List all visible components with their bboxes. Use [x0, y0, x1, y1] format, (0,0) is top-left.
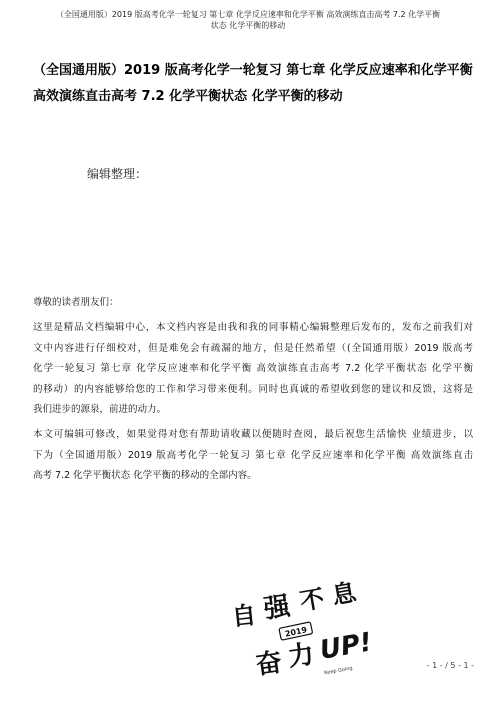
logo-graphic: [228, 580, 388, 690]
paragraph1-line: 我们进步的源泉，前进的动力。: [33, 404, 167, 415]
logo-year: 2019: [284, 625, 308, 639]
logo-small-text: Keep Going: [323, 665, 354, 677]
running-header-line-2: 状态 化学平衡的移动: [210, 21, 286, 30]
paragraph2-line: 下为（全国通用版）2019 版高考化学一轮复习 第七章 化学反应速率和化学平衡 高效演练直击: [33, 449, 473, 461]
logo-char: 强: [262, 591, 292, 625]
paragraph2-line: 高考 7.2 化学平衡状态 化学平衡的移动的全部内容。: [33, 470, 257, 481]
page-number: - 1 - / 5 - 1 -: [426, 661, 474, 670]
logo-char: 力: [286, 639, 316, 673]
logo-char: 奋: [254, 647, 284, 681]
logo-char: 自: [230, 599, 258, 632]
greeting: 尊敬的读者朋友们：: [33, 297, 119, 308]
paragraph1-line: 化学一轮复习 第七章 化学反应速率和化学平衡 高效演练直击高考 7.2 化学平衡状态 化学平衡: [33, 363, 473, 374]
motivational-logo: [228, 580, 388, 690]
editor-label: 编辑整理：: [87, 167, 148, 181]
logo-char: 不: [297, 583, 327, 616]
paragraph1-line: 这里是精品文档编辑中心，本文档内容是由我和我的同事精心编辑整理后发布的，发布之前我们对: [33, 322, 473, 333]
paragraph1-line: 的移动）的内容能够给您的工作和学习带来便利。同时也真诚的希望收到您的建议和反馈，这将是: [33, 383, 473, 395]
logo-up-text: UP!: [317, 627, 375, 666]
paragraph1-line: 文中内容进行仔细校对，但是难免会有疏漏的地方，但是任然希望（(全国通用版）2019 版高考: [33, 342, 473, 354]
logo-char: 息: [329, 580, 359, 610]
paragraph2-line: 本文可编辑可修改，如果觉得对您有帮助请收藏以便随时查阅，最后祝您生活愉快 业绩进步，以: [33, 429, 473, 440]
running-header-line-1: （全国通用版）2019 版高考化学一轮复习 第七章 化学反应速率和化学平衡 高效演练直击高考 7.2 化学平衡: [55, 10, 441, 19]
document-title-line-1: （全国通用版）2019 版高考化学一轮复习 第七章 化学反应速率和化学平衡: [33, 63, 473, 78]
document-title-line-2: 高效演练直击高考 7.2 化学平衡状态 化学平衡的移动: [33, 89, 343, 104]
